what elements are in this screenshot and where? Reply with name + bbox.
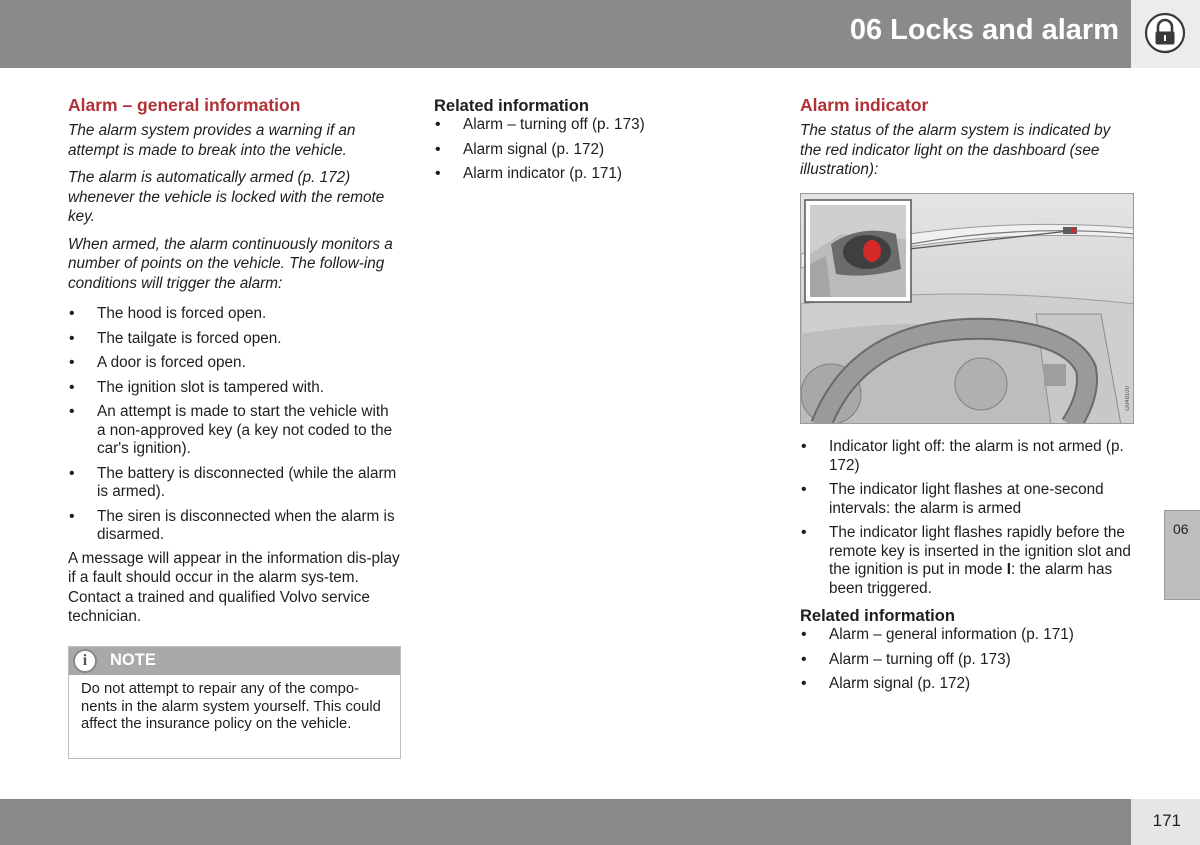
intro-paragraph: The alarm system provides a warning if an attempt is made to break into the vehicle. xyxy=(68,122,356,159)
chapter-side-tab[interactable] xyxy=(1164,510,1200,600)
chapter-icon-box xyxy=(1131,0,1200,68)
list-item: • The hood is forced open. xyxy=(68,305,401,324)
fault-message-paragraph: A message will appear in the information dis-play if a fault should occur in the alarm sys-tem. Contact a trained and qualified Volvo service technician. xyxy=(68,549,400,625)
related-link[interactable]: • Alarm – turning off (p. 173) xyxy=(800,651,1134,670)
list-item: • The battery is disconnected (while the alarm is armed). xyxy=(68,465,401,502)
column-alarm-indicator xyxy=(800,95,1134,188)
intro-paragraph: The status of the alarm system is indicated by the red indicator light on the dashboard (see illustration): xyxy=(800,122,1111,178)
related-links-list xyxy=(434,116,767,184)
dashboard-drawing xyxy=(801,194,1134,424)
list-item: • Indicator light off: the alarm is not armed (p. 172) xyxy=(800,438,1134,475)
page-footer xyxy=(0,799,1131,845)
related-information-heading: Related information xyxy=(800,607,955,625)
note-text: Do not attempt to repair any of the compo-nents in the alarm system yourself. This could affect the insurance policy on the vehicle. xyxy=(81,681,381,732)
trigger-list xyxy=(68,305,401,545)
note-box xyxy=(68,646,401,759)
indicator-states-section xyxy=(800,438,1134,700)
indicator-states-list xyxy=(800,438,1134,598)
info-icon: i xyxy=(73,649,97,673)
intro-paragraph: When armed, the alarm continuously monitors a number of points on the vehicle. The follow-ing conditions will trigger the alarm: xyxy=(68,235,393,292)
intro-paragraph: The alarm is automatically armed (p. 172) whenever the vehicle is locked with the remote key. xyxy=(68,169,385,225)
list-item: • The siren is disconnected when the alarm is disarmed. xyxy=(68,508,401,545)
column-related-information xyxy=(434,97,767,190)
state-text: : the alarm has been triggered. xyxy=(829,561,1113,597)
page-number: 171 xyxy=(1152,811,1181,830)
list-item: • A door is forced open. xyxy=(68,354,401,373)
related-links-list xyxy=(800,626,1134,694)
dashboard-illustration xyxy=(800,193,1134,424)
padlock-icon xyxy=(1144,12,1186,54)
related-link[interactable]: • Alarm indicator (p. 171) xyxy=(434,165,767,184)
related-link[interactable]: • Alarm signal (p. 172) xyxy=(434,141,767,160)
illustration-code: G048100 xyxy=(1125,386,1131,411)
column-general-information xyxy=(68,95,401,627)
related-link[interactable]: • Alarm – turning off (p. 173) xyxy=(434,116,767,135)
list-item: • The tailgate is forced open. xyxy=(68,330,401,349)
page-number-box xyxy=(1131,799,1200,845)
side-tab-label: 06 xyxy=(1173,521,1189,537)
related-information-heading: Related information xyxy=(434,97,589,115)
state-text: The indicator light flashes rapidly before the remote key is inserted in the ignition slot and the ignition is put in mode xyxy=(829,524,1131,578)
list-item: • An attempt is made to start the vehicle with a non-approved key (a key not coded to the car's ignition). xyxy=(68,403,401,459)
note-header xyxy=(69,647,400,675)
chapter-header xyxy=(0,0,1131,68)
related-link[interactable]: • Alarm signal (p. 172) xyxy=(800,675,1134,694)
related-link[interactable]: • Alarm – general information (p. 171) xyxy=(800,626,1134,645)
ignition-mode-letter: I xyxy=(1006,561,1011,578)
list-item xyxy=(800,524,1134,598)
section-title-general-information: Alarm – general information xyxy=(68,95,301,115)
list-item: • The ignition slot is tampered with. xyxy=(68,379,401,398)
chapter-title: 06 Locks and alarm xyxy=(849,14,1119,46)
section-title-alarm-indicator: Alarm indicator xyxy=(800,95,929,115)
note-title: NOTE xyxy=(110,651,156,669)
list-item: • The indicator light flashes at one-second intervals: the alarm is armed xyxy=(800,481,1134,518)
